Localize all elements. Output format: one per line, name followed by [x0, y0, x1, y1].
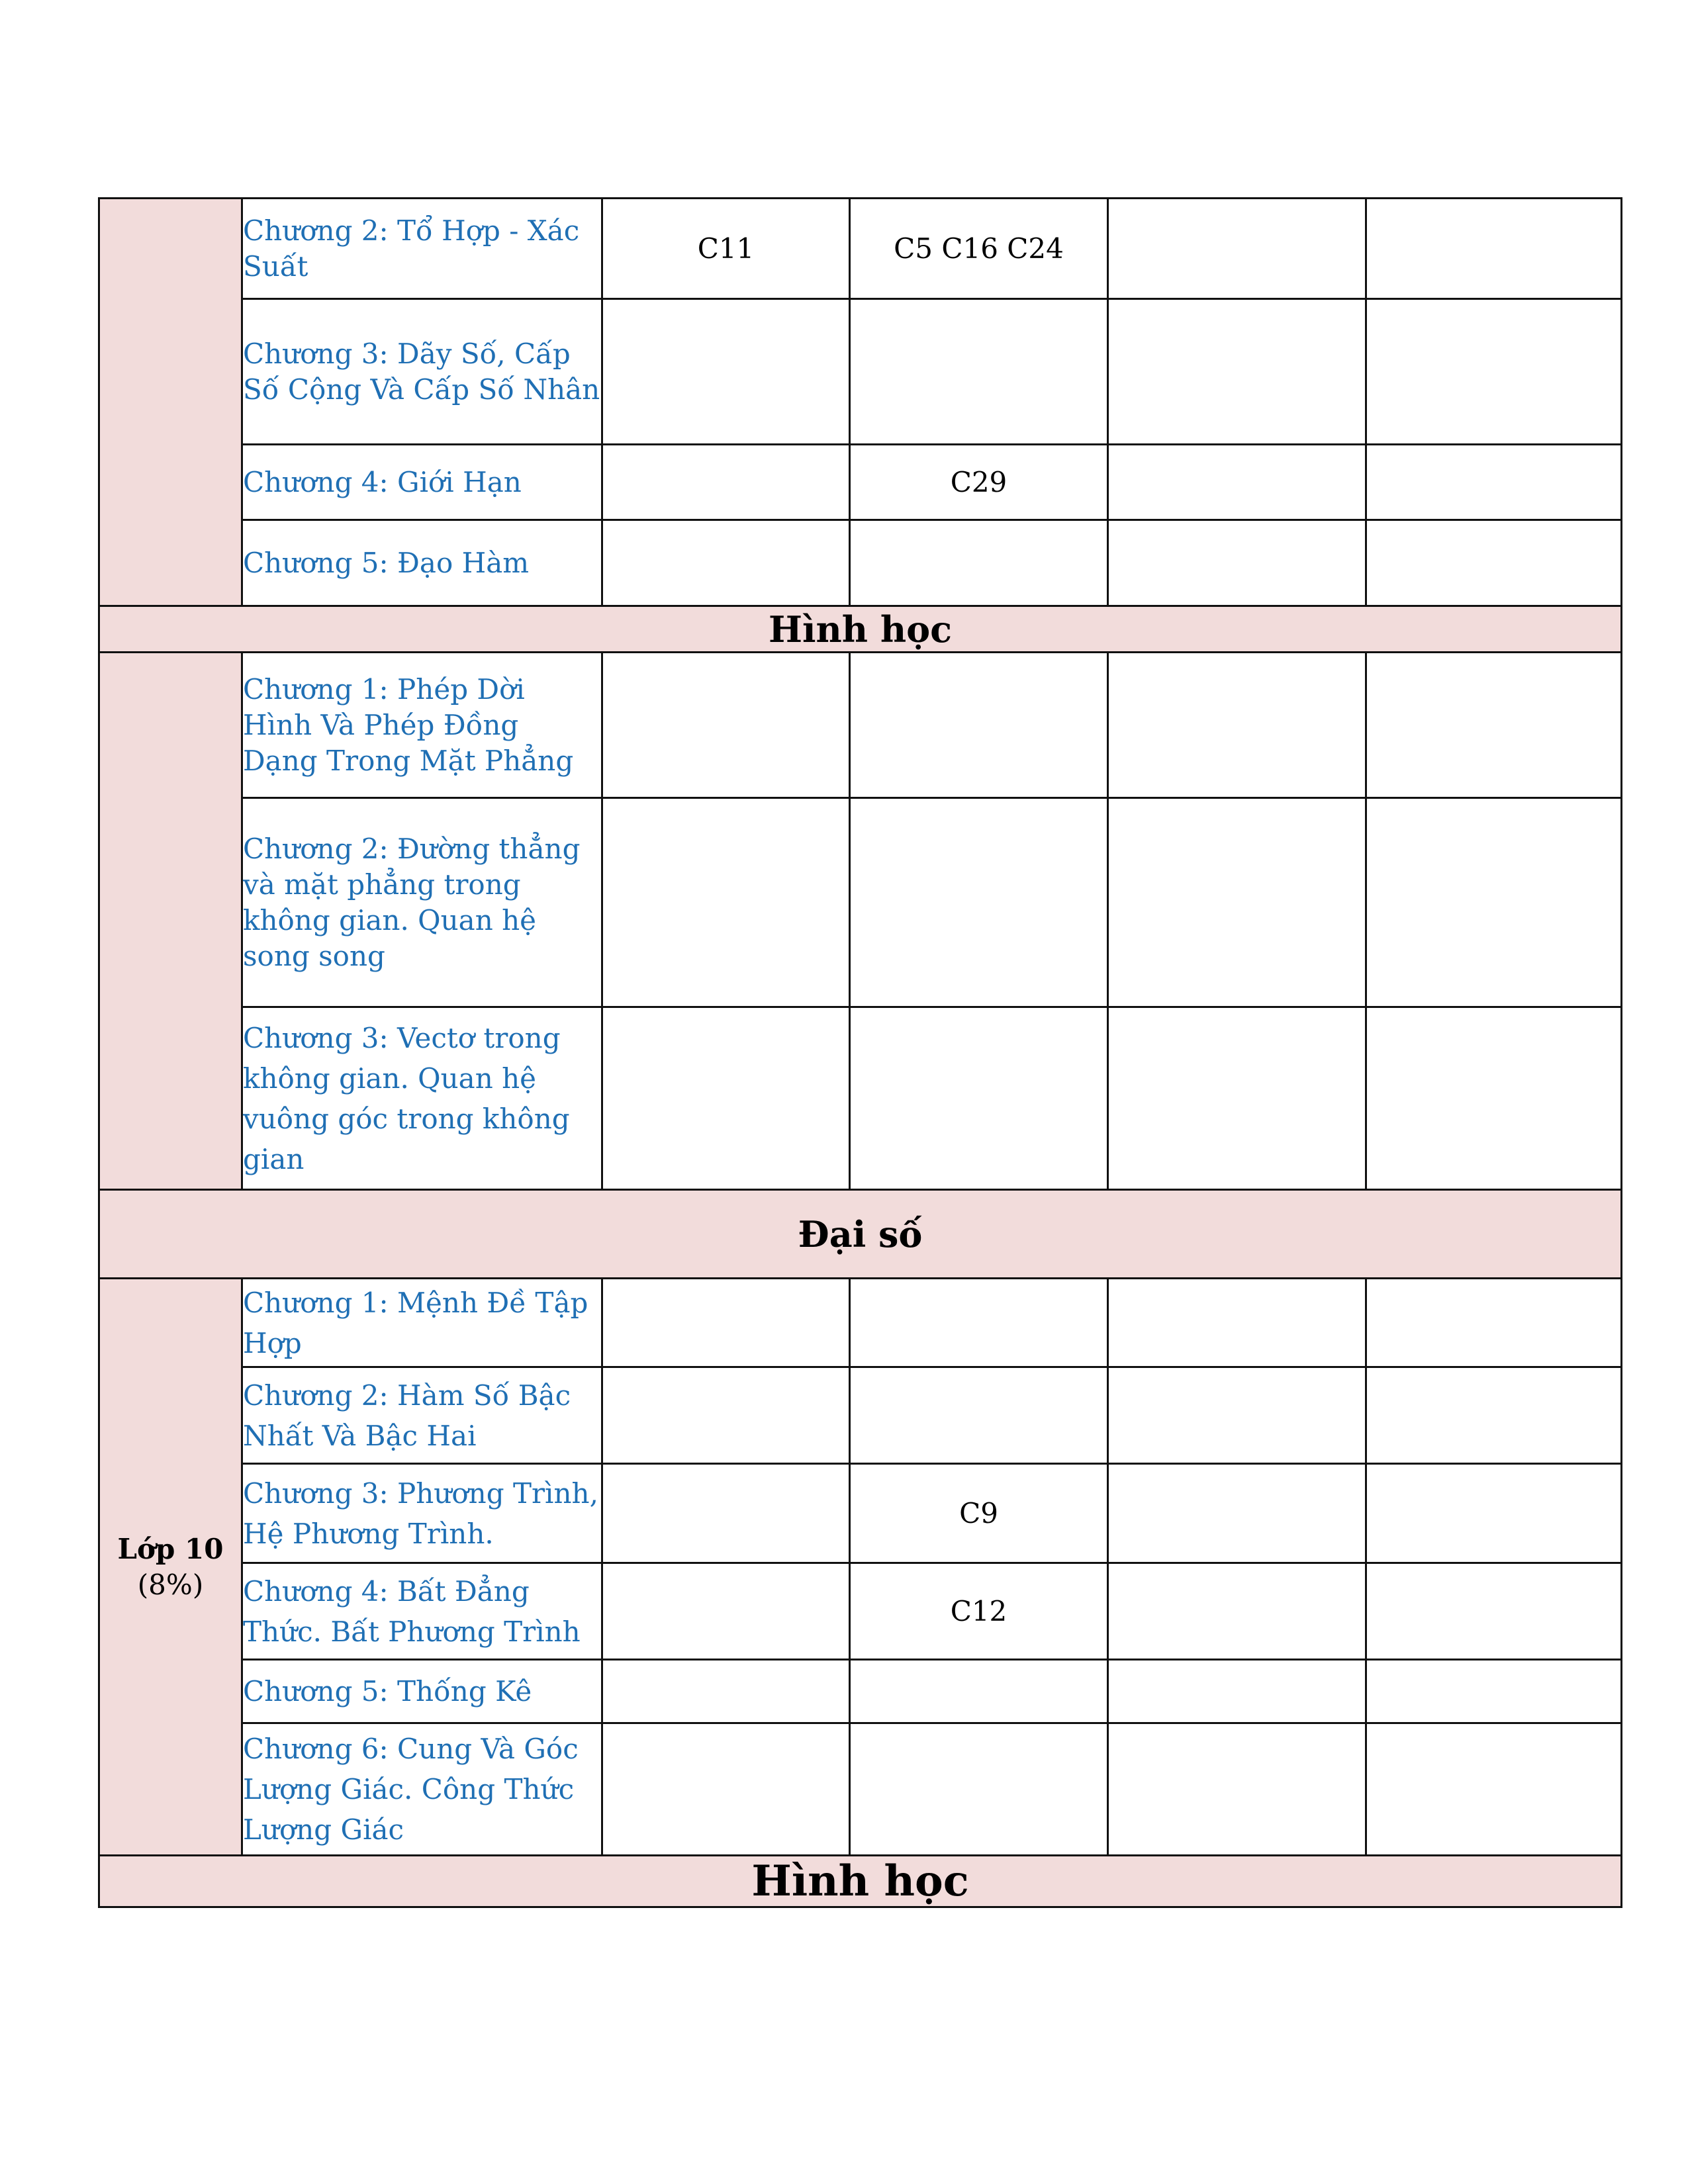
section-heading-geometry-11: Hình học [99, 606, 1622, 653]
table-row [99, 1464, 1622, 1563]
question-cell [602, 1723, 850, 1856]
question-cell [1108, 1563, 1366, 1660]
question-cell [602, 1563, 850, 1660]
question-cell [850, 299, 1108, 445]
question-cell [1366, 299, 1622, 445]
section-row [99, 606, 1622, 653]
chapter-name: Chương 1: Phép Dời Hình Và Phép Đồng Dạng Trong Mặt Phẳng [242, 653, 602, 798]
table-row [99, 199, 1622, 299]
question-cell [850, 1723, 1108, 1856]
table-row [99, 520, 1622, 606]
chapter-name: Chương 4: Bất Đẳng Thức. Bất Phương Trình [242, 1563, 602, 1660]
question-cell [1366, 1563, 1622, 1660]
table-row [99, 1723, 1622, 1856]
question-cell [1108, 1007, 1366, 1190]
question-cell [602, 299, 850, 445]
question-cell [1366, 1367, 1622, 1464]
question-cell [602, 1279, 850, 1367]
question-cell: C5 C16 C24 [850, 199, 1108, 299]
table-row [99, 1367, 1622, 1464]
question-cell [1108, 1723, 1366, 1856]
chapter-name: Chương 2: Hàm Số Bậc Nhất Và Bậc Hai [242, 1367, 602, 1464]
question-cell [1108, 1279, 1366, 1367]
question-cell [1108, 1464, 1366, 1563]
chapter-name: Chương 4: Giới Hạn [242, 445, 602, 520]
chapter-name: Chương 1: Mệnh Đề Tập Hợp [242, 1279, 602, 1367]
question-cell [1108, 445, 1366, 520]
section-row [99, 1190, 1622, 1279]
grade-percent: (8%) [137, 1568, 204, 1601]
table-row [99, 1660, 1622, 1723]
question-cell [1108, 1367, 1366, 1464]
section-heading-algebra-10: Đại số [99, 1190, 1622, 1279]
table-row [99, 798, 1622, 1007]
question-cell [602, 1007, 850, 1190]
chapter-name: Chương 5: Thống Kê [242, 1660, 602, 1723]
question-cell [850, 1660, 1108, 1723]
chapter-name: Chương 2: Đường thẳng và mặt phẳng trong không gian. Quan hệ song song [242, 798, 602, 1007]
question-cell [1366, 798, 1622, 1007]
question-cell [850, 653, 1108, 798]
question-cell [1108, 199, 1366, 299]
chapter-name: Chương 3: Dãy Số, Cấp Số Cộng Và Cấp Số Nhân [242, 299, 602, 445]
question-matrix-table [98, 197, 1622, 1908]
chapter-name: Chương 6: Cung Và Góc Lượng Giác. Công Thức Lượng Giác [242, 1723, 602, 1856]
question-cell [1108, 520, 1366, 606]
question-cell [850, 520, 1108, 606]
question-cell [1108, 299, 1366, 445]
question-cell [1366, 1464, 1622, 1563]
table-row [99, 1279, 1622, 1367]
question-cell [602, 520, 850, 606]
question-cell [850, 1367, 1108, 1464]
question-cell [602, 1464, 850, 1563]
section-heading-geometry-10: Hình học [99, 1856, 1622, 1907]
question-cell [602, 653, 850, 798]
question-cell [602, 1660, 850, 1723]
grade-cell-blank [99, 199, 242, 606]
question-cell [1366, 1723, 1622, 1856]
question-cell [1366, 1660, 1622, 1723]
question-cell: C29 [850, 445, 1108, 520]
question-cell [850, 1007, 1108, 1190]
table-row [99, 1007, 1622, 1190]
question-cell [602, 798, 850, 1007]
question-cell [1366, 520, 1622, 606]
question-cell [1366, 1007, 1622, 1190]
question-cell [850, 798, 1108, 1007]
question-cell [602, 1367, 850, 1464]
question-cell: C9 [850, 1464, 1108, 1563]
table-row [99, 299, 1622, 445]
question-cell [1108, 653, 1366, 798]
chapter-name: Chương 3: Phương Trình, Hệ Phương Trình. [242, 1464, 602, 1563]
question-cell [1366, 445, 1622, 520]
question-cell: C11 [602, 199, 850, 299]
section-row [99, 1856, 1622, 1907]
question-cell [850, 1279, 1108, 1367]
chapter-name: Chương 2: Tổ Hợp - Xác Suất [242, 199, 602, 299]
chapter-name: Chương 3: Vectơ trong không gian. Quan hệ vuông góc trong không gian [242, 1007, 602, 1190]
question-cell [602, 445, 850, 520]
question-cell [1366, 1279, 1622, 1367]
grade-cell-blank [99, 653, 242, 1190]
table-row [99, 445, 1622, 520]
chapter-name: Chương 5: Đạo Hàm [242, 520, 602, 606]
question-cell [1366, 199, 1622, 299]
question-cell: C12 [850, 1563, 1108, 1660]
question-cell [1108, 798, 1366, 1007]
grade-name: Lớp 10 [117, 1532, 224, 1565]
table-row [99, 653, 1622, 798]
grade-cell [99, 1279, 242, 1856]
question-cell [1108, 1660, 1366, 1723]
table-row [99, 1563, 1622, 1660]
question-cell [1366, 653, 1622, 798]
